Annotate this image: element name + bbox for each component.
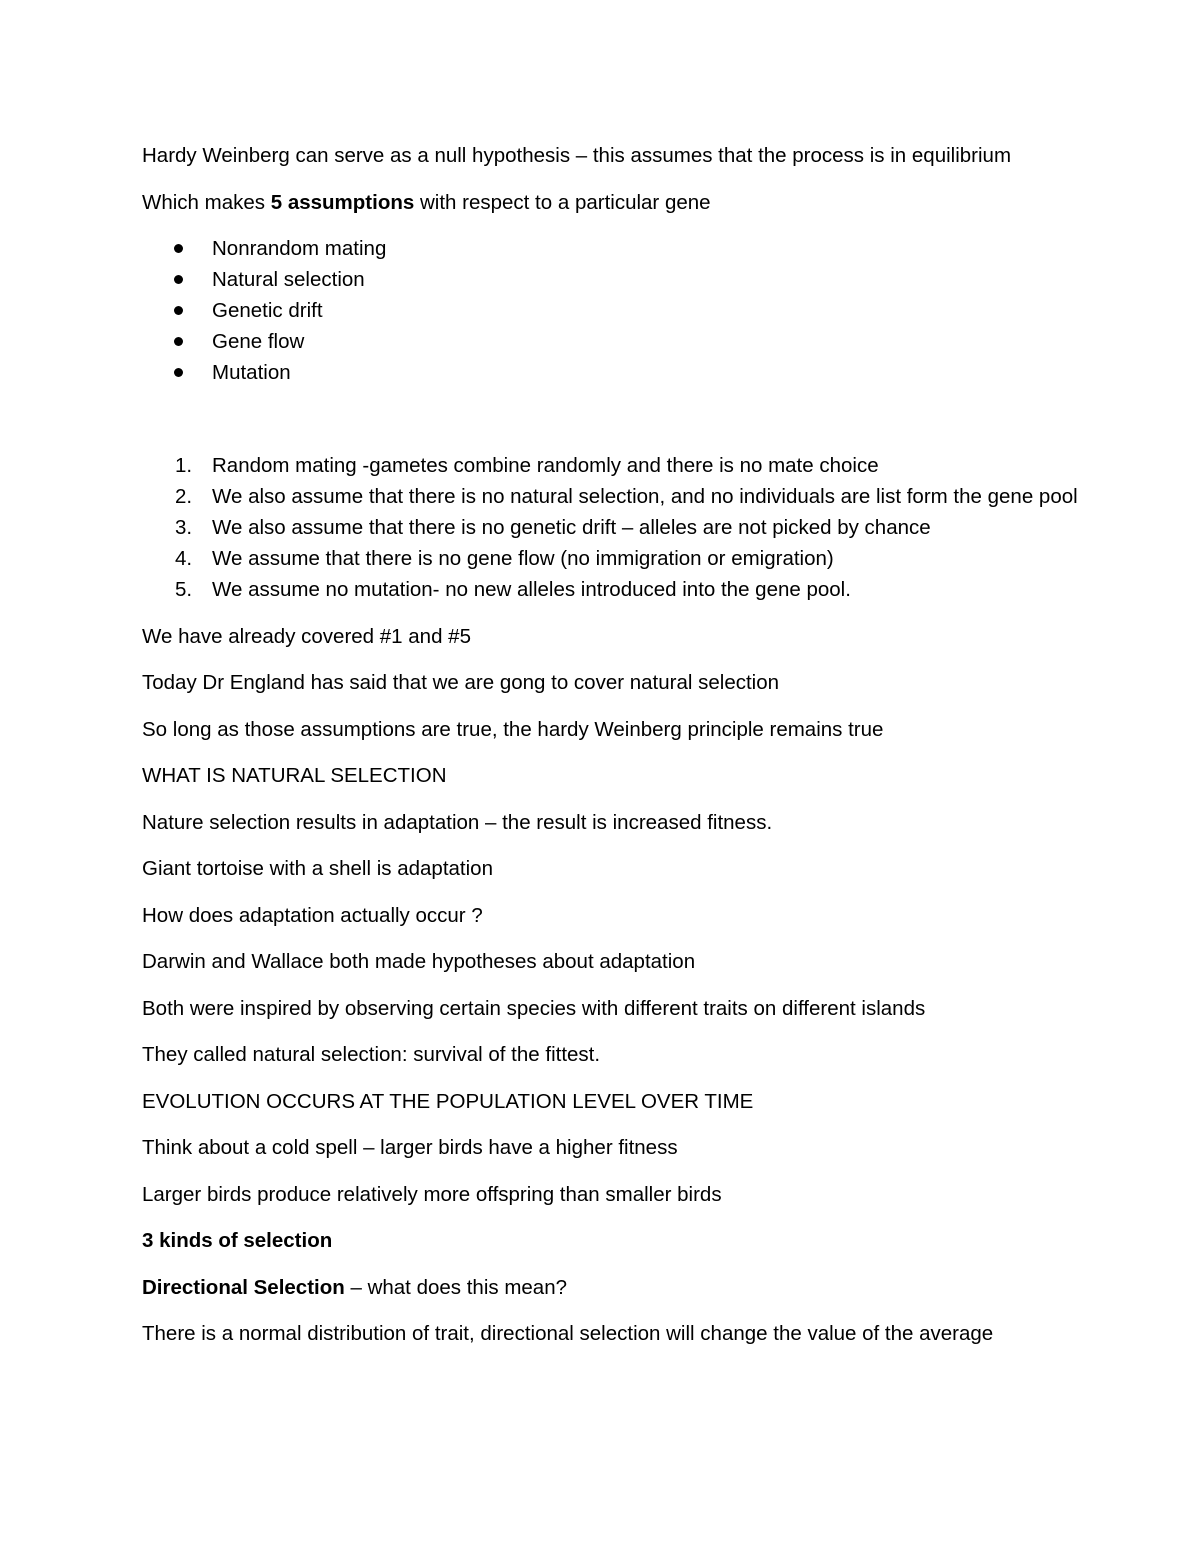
paragraph-darwin-wallace: Darwin and Wallace both made hypotheses about adaptation (142, 950, 696, 973)
assumptions-prefix: Which makes (142, 190, 271, 214)
bullet-item-text: Genetic drift (212, 299, 323, 322)
numbered-item (142, 574, 1082, 605)
paragraph-covered: We have already covered #1 and #5 (142, 624, 471, 648)
bullet-item (142, 264, 1082, 295)
bullet-item (142, 357, 1082, 388)
bullet-item-text: Nonrandom mating (212, 237, 387, 260)
intro-line-hardy-weinberg: Hardy Weinberg can serve as a null hypothesis – this assumes that the process is in equilibrium (142, 144, 1012, 167)
heading-what-is-natural-selection: WHAT IS NATURAL SELECTION (142, 764, 447, 787)
numbered-item-number: 2. (175, 485, 193, 508)
numbered-item (142, 512, 1082, 543)
bullet-item (142, 295, 1082, 326)
numbered-item (142, 450, 1082, 481)
heading-evolution: EVOLUTION OCCURS AT THE POPULATION LEVEL OVER TIME (142, 1089, 754, 1113)
paragraph-today: Today Dr England has said that we are gong to cover natural selection (142, 671, 780, 694)
bullet-item-text: Natural selection (212, 268, 365, 291)
numbered-item-text: We assume that there is no gene flow (no immigration or emigration) (212, 547, 834, 570)
numbered-item-number: 3. (175, 516, 193, 539)
paragraph-larger-birds: Larger birds produce relatively more offspring than smaller birds (142, 1182, 722, 1206)
numbered-item-number: 1. (175, 454, 193, 477)
bullet-item (142, 233, 1082, 264)
bullet-dot-icon (174, 244, 183, 253)
paragraph-adaptation: Nature selection results in adaptation – the result is increased fitness. (142, 810, 773, 834)
bullet-dot-icon (174, 275, 183, 284)
paragraph-tortoise: Giant tortoise with a shell is adaptation (142, 857, 493, 880)
numbered-item (142, 543, 1082, 574)
document-body (142, 140, 1082, 1365)
numbered-item-number: 5. (175, 578, 193, 601)
numbered-item-number: 4. (175, 547, 193, 570)
paragraph-normal-distribution: There is a normal distribution of trait, directional selection will change the value of the average (142, 1322, 994, 1345)
paragraph-survival: They called natural selection: survival of the fittest. (142, 1043, 601, 1066)
numbered-item-text: We also assume that there is no natural selection, and no individuals are list form the gene pool (212, 485, 1078, 508)
intro-line-assumptions (142, 187, 1082, 218)
paragraph-directional-selection (142, 1272, 1082, 1303)
assumptions-suffix: with respect to a particular gene (414, 190, 711, 214)
assumptions-bold-text: 5 assumptions (270, 190, 415, 214)
directional-selection-bold: Directional Selection (142, 1275, 345, 1299)
paragraph-islands: Both were inspired by observing certain species with different traits on different islands (142, 996, 926, 1020)
bullet-list (142, 233, 1082, 388)
bullet-item-text: Gene flow (212, 330, 305, 353)
paragraph-cold-spell: Think about a cold spell – larger birds have a higher fitness (142, 1136, 678, 1159)
bullet-dot-icon (174, 306, 183, 315)
numbered-item (142, 481, 1082, 512)
bullet-dot-icon (174, 337, 183, 346)
numbered-item-text: We assume no mutation- no new alleles introduced into the gene pool. (212, 578, 851, 601)
heading-kinds-of-selection: 3 kinds of selection (142, 1229, 333, 1252)
paragraph-how-adaptation: How does adaptation actually occur ? (142, 903, 483, 927)
blank-line (142, 404, 1082, 435)
directional-selection-rest: – what does this mean? (344, 1275, 567, 1299)
numbered-item-text: We also assume that there is no genetic drift – alleles are not picked by chance (212, 516, 931, 539)
paragraph-assumptions-true: So long as those assumptions are true, the hardy Weinberg principle remains true (142, 717, 884, 741)
bullet-dot-icon (174, 368, 183, 377)
numbered-list (142, 450, 1082, 605)
bullet-item-text: Mutation (212, 361, 291, 384)
bullet-item (142, 326, 1082, 357)
numbered-item-text: Random mating -gametes combine randomly and there is no mate choice (212, 454, 879, 477)
